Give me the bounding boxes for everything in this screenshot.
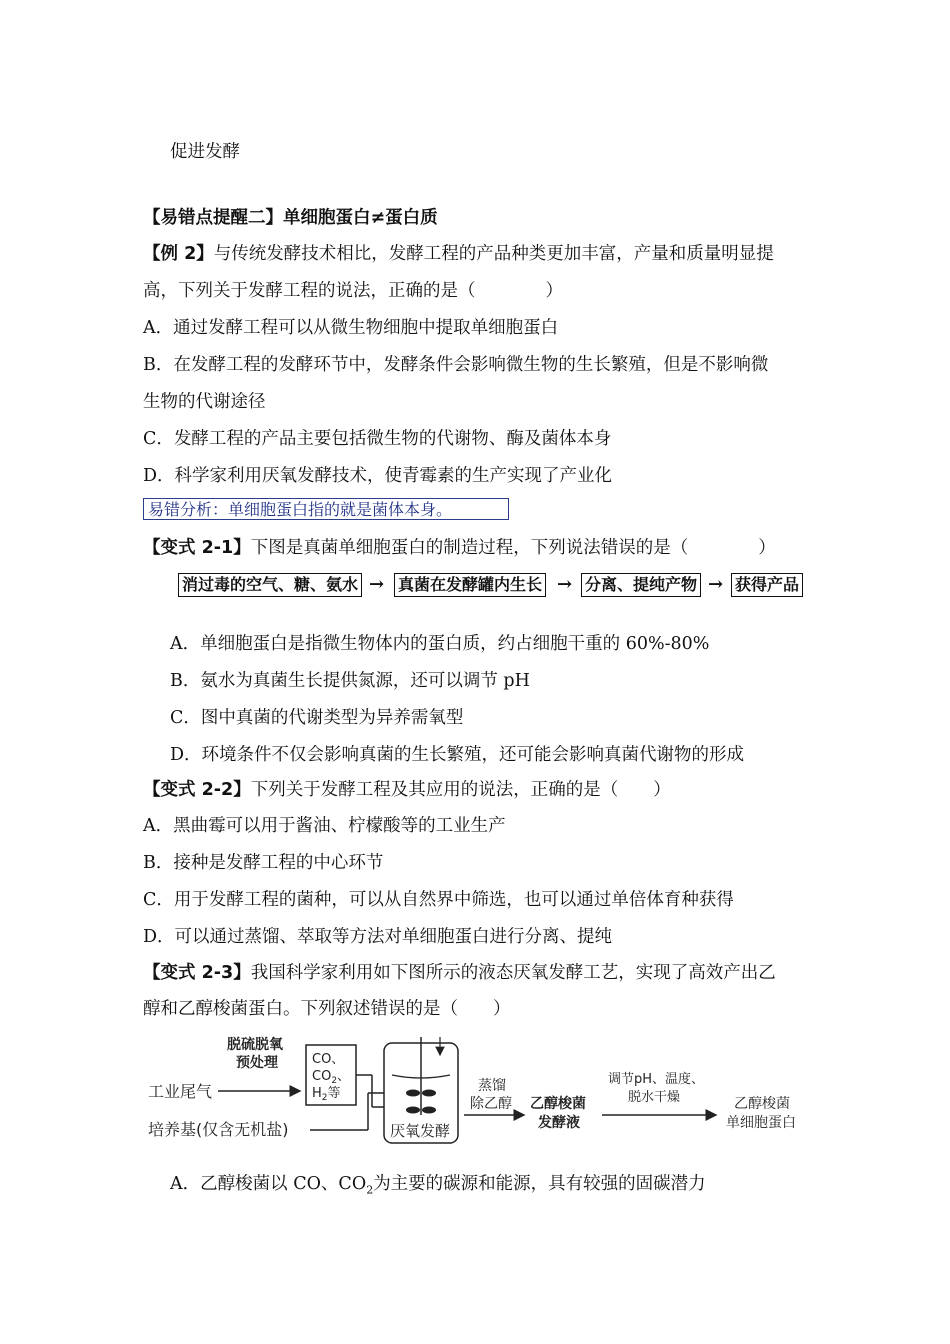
variant21-option-c: C．图中真菌的代谢类型为异养需氧型 <box>170 708 464 728</box>
label-broth-1: 乙醇梭菌 <box>530 1096 586 1112</box>
flow-arrow-2: → <box>557 574 573 595</box>
example2-label: 【例 2】 <box>143 244 214 264</box>
stirrer-blade-1 <box>406 1090 420 1097</box>
example2-option-b-cont: 生物的代谢途径 <box>143 392 266 412</box>
gas-h2-main: H <box>312 1086 322 1101</box>
example2-option-a: A．通过发酵工程可以从微生物细胞中提取单细胞蛋白 <box>143 318 559 338</box>
error-analysis-note: 易错分析：单细胞蛋白指的就是菌体本身。 <box>143 498 509 520</box>
variant21-label: 【变式 2-1】 <box>143 538 251 558</box>
variant23-option-a <box>170 1173 706 1202</box>
variant22-option-b: B．接种是发酵工程的中心环节 <box>143 853 384 873</box>
variant21-option-b: B．氨水为真菌生长提供氮源，还可以调节 pH <box>170 671 530 691</box>
label-industrial-exhaust: 工业尾气 <box>148 1082 213 1101</box>
variant23-stem-line1: 我国科学家利用如下图所示的液态厌氧发酵工艺，实现了高效产出乙 <box>250 963 776 983</box>
fermentation-process-diagram <box>140 1035 820 1147</box>
variant23-option-a-pre: A．乙醇梭菌以 CO、CO <box>170 1174 367 1194</box>
variant23-stem <box>143 962 776 984</box>
flow-step-2: 真菌在发酵罐内生长 <box>394 573 546 597</box>
label-adjust: 调节pH、温度、 <box>608 1072 705 1087</box>
stirrer-blade-4 <box>422 1107 436 1114</box>
example2-option-c: C．发酵工程的产品主要包括微生物的代谢物、酶及菌体本身 <box>143 429 612 449</box>
example2-option-b: B．在发酵工程的发酵环节中，发酵条件会影响微生物的生长繁殖，但是不影响微 <box>143 355 769 375</box>
variant23-label: 【变式 2-3】 <box>143 963 251 983</box>
variant23-option-a-post: 为主要的碳源和能源，具有较强的固碳潜力 <box>373 1174 706 1194</box>
variant23-option-a-sub: 2 <box>366 1183 374 1197</box>
example2-stem-line1: 与传统发酵技术相比，发酵工程的产品种类更加丰富，产量和质量明显提 <box>213 244 774 264</box>
label-pretreat-1: 脱硫脱氧 <box>227 1037 283 1053</box>
gas-co2-post: 、 <box>337 1069 351 1084</box>
label-anaerobic-fermentation: 厌氧发酵 <box>390 1122 451 1140</box>
example2-option-d: D．科学家利用厌氧发酵技术，使青霉素的生产实现了产业化 <box>143 466 613 486</box>
section-title: 【易错点提醒二】单细胞蛋白≠蛋白质 <box>143 208 438 228</box>
variant22-stem-text: 下列关于发酵工程及其应用的说法，正确的是（ ） <box>250 780 671 800</box>
gas-h2-sub: 2 <box>321 1093 328 1103</box>
variant22-option-d: D．可以通过蒸馏、萃取等方法对单细胞蛋白进行分离、提纯 <box>143 927 613 947</box>
label-product-1: 乙醇梭菌 <box>734 1096 790 1112</box>
variant22-option-c: C．用于发酵工程的菌种，可以从自然界中筛选，也可以通过单倍体育种获得 <box>143 890 734 910</box>
variant22-option-a: A．黑曲霉可以用于酱油、柠檬酸等的工业生产 <box>143 816 506 836</box>
example2-stem <box>143 243 774 265</box>
example2-stem-line2: 高，下列关于发酵工程的说法，正确的是（ ） <box>143 281 563 301</box>
variant23-stem-line2: 醇和乙醇梭菌蛋白。下列叙述错误的是（ ） <box>143 999 511 1019</box>
variant21-stem <box>143 537 776 559</box>
label-broth-2: 发酵液 <box>538 1115 580 1131</box>
flow-step-4: 获得产品 <box>731 573 803 597</box>
flow-arrow-1: → <box>369 574 385 595</box>
label-dehydrate: 脱水干燥 <box>628 1090 681 1105</box>
gas-co2-sub: 2 <box>331 1076 338 1086</box>
label-gas-co: CO、 <box>312 1052 345 1067</box>
stirrer-blade-3 <box>406 1107 420 1114</box>
variant21-stem-text: 下图是真菌单细胞蛋白的制造过程，下列说法错误的是（ ） <box>250 538 776 558</box>
intro-text: 促进发酵 <box>170 142 240 162</box>
variant22-label: 【变式 2-2】 <box>143 780 251 800</box>
label-culture-medium: 培养基(仅含无机盐) <box>148 1120 289 1139</box>
label-distill: 蒸馏 <box>478 1078 506 1094</box>
gas-h2-post: 等 <box>327 1086 341 1101</box>
label-gas-h2 <box>312 1086 341 1103</box>
label-remove-ethanol: 除乙醇 <box>470 1096 512 1112</box>
variant21-option-a: A．单细胞蛋白是指微生物体内的蛋白质，约占细胞干重的 60%-80% <box>170 634 710 654</box>
flow-step-3: 分离、提纯产物 <box>581 573 701 597</box>
flow-step-1: 消过毒的空气、糖、氨水 <box>178 573 362 597</box>
label-gas-co2 <box>312 1069 350 1086</box>
label-product-2: 单细胞蛋白 <box>726 1115 796 1131</box>
gas-co2-main: CO <box>312 1069 332 1084</box>
variant22-stem <box>143 779 671 801</box>
flow-arrow-3: → <box>708 574 724 595</box>
variant21-option-d: D．环境条件不仅会影响真菌的生长繁殖，还可能会影响真菌代谢物的形成 <box>170 745 745 765</box>
stirrer-blade-2 <box>422 1090 436 1097</box>
label-pretreat-2: 预处理 <box>236 1055 278 1071</box>
